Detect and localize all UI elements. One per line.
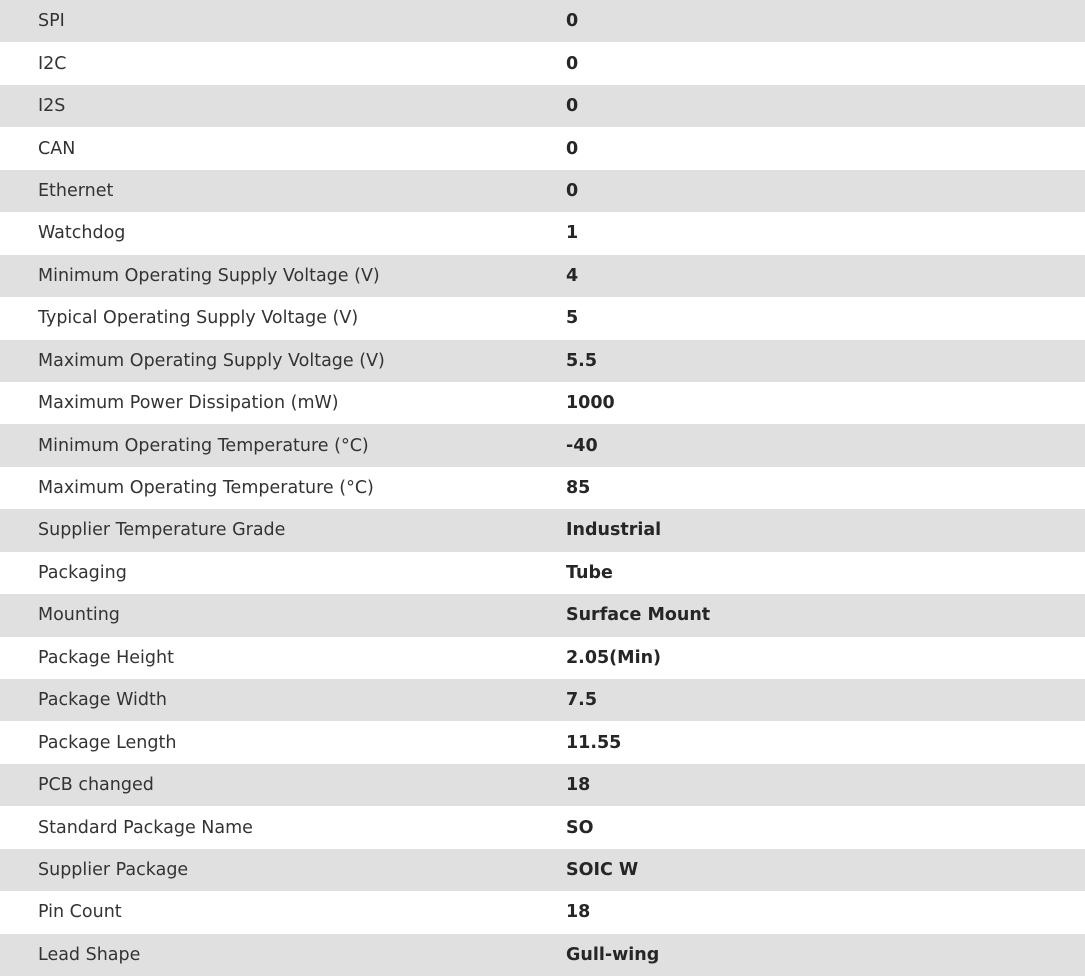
spec-value: Gull-wing <box>566 944 660 965</box>
spec-label: Watchdog <box>38 223 126 244</box>
spec-label: CAN <box>38 138 76 159</box>
spec-label: Supplier Temperature Grade <box>38 520 286 541</box>
spec-row-typ-supply-voltage <box>0 297 1085 339</box>
spec-value: 7.5 <box>566 690 598 711</box>
spec-value: SOIC W <box>566 859 639 880</box>
spec-label: Maximum Operating Supply Voltage (V) <box>38 350 385 371</box>
spec-label: Maximum Operating Temperature (°C) <box>38 478 374 499</box>
spec-label: Minimum Operating Temperature (°C) <box>38 435 369 456</box>
spec-label: PCB changed <box>38 775 154 796</box>
spec-value: 11.55 <box>566 732 622 753</box>
spec-value: 4 <box>566 265 579 286</box>
spec-row-max-operating-temp <box>0 467 1085 509</box>
spec-row-supplier-package <box>0 849 1085 891</box>
spec-label: Package Height <box>38 647 174 668</box>
spec-row-watchdog <box>0 212 1085 254</box>
spec-value: 0 <box>566 180 579 201</box>
spec-value: 1000 <box>566 393 615 414</box>
spec-value: 0 <box>566 96 579 117</box>
spec-value: 5.5 <box>566 350 598 371</box>
spec-label: Mounting <box>38 605 120 626</box>
spec-row-package-width <box>0 679 1085 721</box>
spec-label: Typical Operating Supply Voltage (V) <box>38 308 359 329</box>
spec-value: 2.05(Min) <box>566 647 662 668</box>
spec-row-max-supply-voltage <box>0 340 1085 382</box>
spec-label: Packaging <box>38 562 127 583</box>
spec-value: 0 <box>566 11 579 32</box>
spec-label: I2C <box>38 53 67 74</box>
spec-row-max-power-dissipation <box>0 382 1085 424</box>
spec-row-pin-count <box>0 891 1085 933</box>
spec-value: 5 <box>566 308 579 329</box>
spec-row-i2c <box>0 42 1085 84</box>
spec-label: Supplier Package <box>38 859 189 880</box>
spec-row-supplier-temp-grade <box>0 509 1085 551</box>
spec-row-min-supply-voltage <box>0 255 1085 297</box>
spec-label: Maximum Power Dissipation (mW) <box>38 393 339 414</box>
spec-row-spi <box>0 0 1085 42</box>
spec-value: 85 <box>566 478 591 499</box>
spec-value: 18 <box>566 775 591 796</box>
spec-value: 0 <box>566 53 579 74</box>
spec-label: Ethernet <box>38 180 114 201</box>
spec-label: Package Length <box>38 732 177 753</box>
spec-value: 1 <box>566 223 579 244</box>
spec-value: Industrial <box>566 520 662 541</box>
spec-label: I2S <box>38 96 66 117</box>
spec-label: SPI <box>38 11 65 32</box>
spec-row-ethernet <box>0 170 1085 212</box>
spec-row-standard-package-name <box>0 806 1085 848</box>
spec-row-lead-shape <box>0 934 1085 976</box>
spec-row-min-operating-temp <box>0 424 1085 466</box>
spec-row-can <box>0 127 1085 169</box>
spec-label: Lead Shape <box>38 944 141 965</box>
spec-label: Minimum Operating Supply Voltage (V) <box>38 265 380 286</box>
spec-value: 18 <box>566 902 591 923</box>
spec-row-mounting <box>0 594 1085 636</box>
spec-row-package-length <box>0 721 1085 763</box>
spec-value: Tube <box>566 562 613 583</box>
spec-value: SO <box>566 817 594 838</box>
spec-value: -40 <box>566 435 598 456</box>
spec-label: Package Width <box>38 690 167 711</box>
spec-row-i2s <box>0 85 1085 127</box>
spec-label: Standard Package Name <box>38 817 253 838</box>
spec-value: 0 <box>566 138 579 159</box>
spec-label: Pin Count <box>38 902 122 923</box>
spec-row-pcb-changed <box>0 764 1085 806</box>
spec-row-packaging <box>0 552 1085 594</box>
spec-row-package-height <box>0 637 1085 679</box>
spec-value: Surface Mount <box>566 605 711 626</box>
